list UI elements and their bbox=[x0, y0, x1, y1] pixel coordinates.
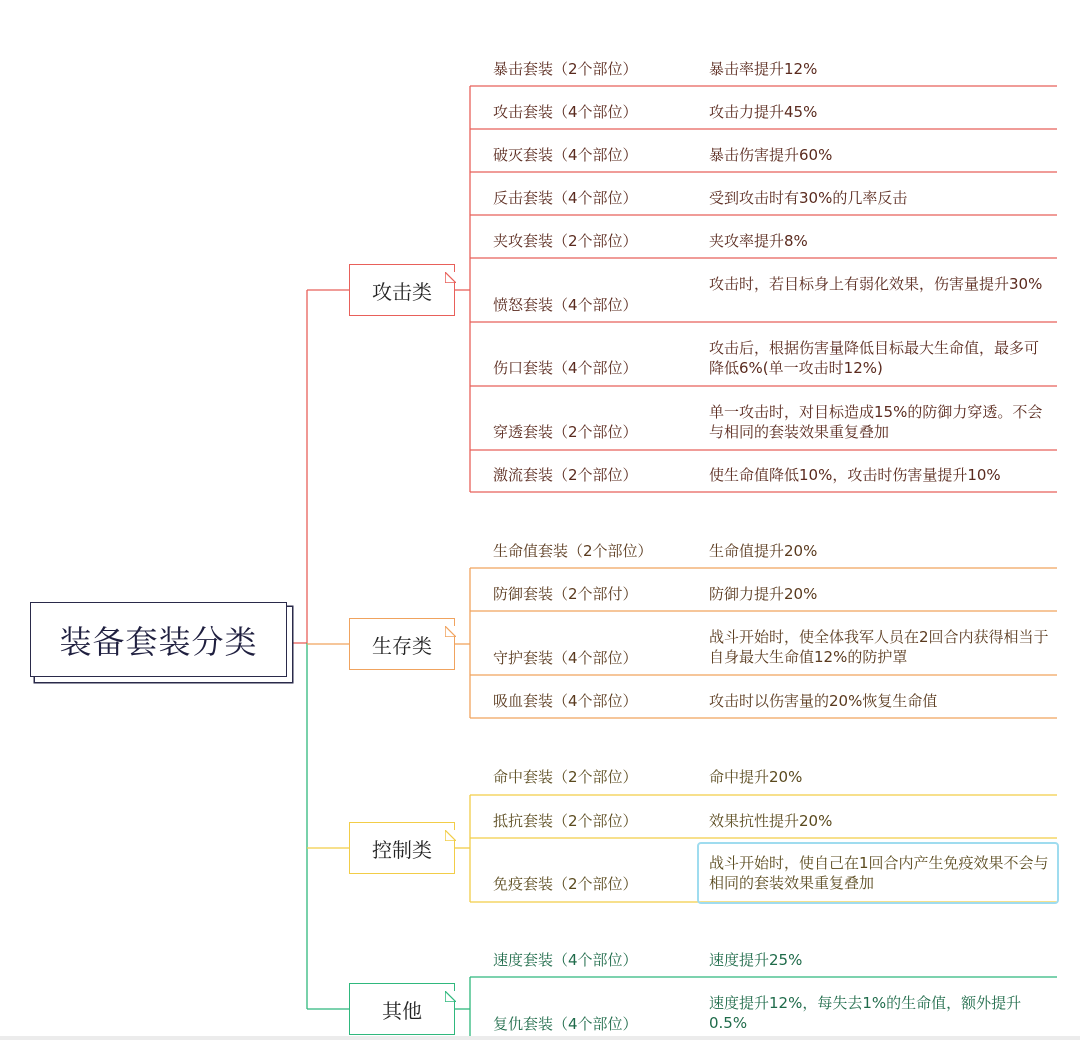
category-label: 攻击类 bbox=[372, 279, 432, 304]
set-effect: 攻击力提升45% bbox=[709, 103, 818, 121]
set-name: 伤口套装（4个部位） bbox=[493, 359, 638, 377]
folded-corner-icon bbox=[445, 264, 456, 275]
set-effect: 使生命值降低10%，攻击时伤害量提升10% bbox=[709, 466, 1001, 484]
set-effect: 受到攻击时有30%的几率反击 bbox=[709, 189, 908, 207]
category-label: 其他 bbox=[382, 998, 422, 1023]
set-name: 免疫套装（2个部位） bbox=[493, 875, 638, 893]
set-effect: 战斗开始时，使全体我军人员在2回合内获得相当于自身最大生命值12%的防护罩 bbox=[709, 628, 1049, 666]
selected-node-highlight bbox=[697, 842, 1059, 904]
set-name: 穿透套装（2个部位） bbox=[493, 423, 638, 441]
set-name: 复仇套装（4个部位） bbox=[493, 1015, 638, 1033]
root-node[interactable] bbox=[30, 602, 287, 677]
folded-corner-icon bbox=[445, 822, 456, 833]
folded-corner-icon bbox=[445, 983, 456, 994]
category-other[interactable] bbox=[349, 983, 455, 1035]
set-effect: 防御力提升20% bbox=[709, 585, 818, 603]
set-name: 吸血套装（4个部位） bbox=[493, 692, 638, 710]
set-effect: 攻击时以伤害量的20%恢复生命值 bbox=[709, 692, 938, 710]
set-name: 攻击套装（4个部位） bbox=[493, 103, 638, 121]
set-effect: 速度提升25% bbox=[709, 951, 803, 969]
root-title: 装备套装分类 bbox=[59, 622, 258, 661]
set-effect: 生命值提升20% bbox=[709, 542, 818, 560]
set-effect: 暴击伤害提升60% bbox=[709, 146, 833, 164]
set-effect: 单一攻击时，对目标造成15%的防御力穿透。不会与相同的套装效果重复叠加 bbox=[709, 403, 1043, 441]
set-name: 愤怒套装（4个部位） bbox=[493, 296, 638, 314]
set-name: 抵抗套装（2个部位） bbox=[493, 812, 638, 830]
set-effect: 暴击率提升12% bbox=[709, 60, 818, 78]
set-name: 激流套装（2个部位） bbox=[493, 466, 638, 484]
set-effect: 战斗开始时，使自己在1回合内产生免疫效果不会与相同的套装效果重复叠加 bbox=[709, 854, 1049, 892]
category-survive[interactable] bbox=[349, 618, 455, 670]
category-label: 生存类 bbox=[372, 633, 432, 658]
category-control[interactable] bbox=[349, 822, 455, 874]
set-effect: 速度提升12%，每失去1%的生命值，额外提升0.5% bbox=[709, 994, 1022, 1032]
set-name: 反击套装（4个部位） bbox=[493, 189, 638, 207]
set-name: 破灭套装（4个部位） bbox=[493, 146, 638, 164]
set-name: 守护套装（4个部位） bbox=[493, 649, 638, 667]
set-name: 暴击套装（2个部位） bbox=[493, 60, 638, 78]
set-name: 生命值套装（2个部位） bbox=[493, 542, 653, 560]
set-effect: 命中提升20% bbox=[709, 768, 803, 786]
folded-corner-icon bbox=[445, 618, 456, 629]
set-name: 防御套装（2个部付） bbox=[493, 585, 638, 603]
category-label: 控制类 bbox=[372, 837, 432, 862]
set-effect: 夹攻率提升8% bbox=[709, 232, 808, 250]
set-effect: 攻击后，根据伤害量降低目标最大生命值，最多可降低6%(单一攻击时12%) bbox=[709, 339, 1040, 377]
scroll-edge bbox=[0, 1036, 1080, 1040]
set-effect: 效果抗性提升20% bbox=[709, 812, 833, 830]
set-name: 夹攻套装（2个部位） bbox=[493, 232, 638, 250]
category-attack[interactable] bbox=[349, 264, 455, 316]
set-name: 速度套装（4个部位） bbox=[493, 951, 638, 969]
set-effect: 攻击时，若目标身上有弱化效果，伤害量提升30% bbox=[709, 275, 1043, 293]
set-name: 命中套装（2个部位） bbox=[493, 768, 638, 786]
